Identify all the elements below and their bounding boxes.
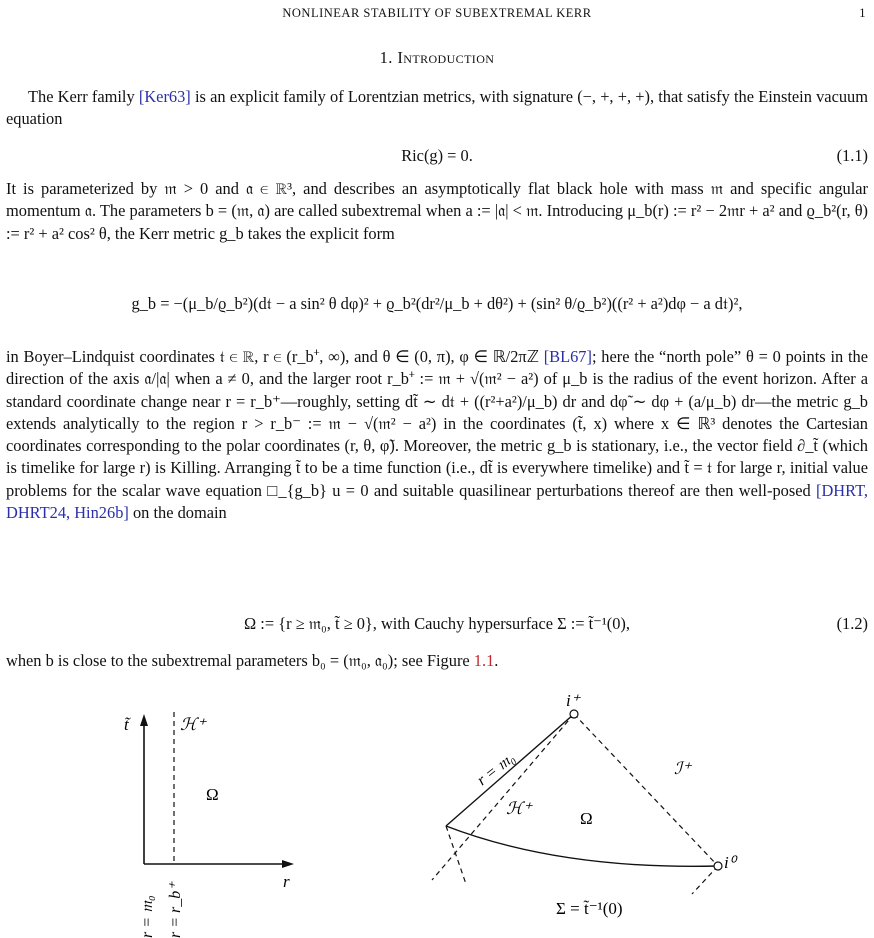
- equation-1-2-body: Ω := {r ≥ 𝔪₀, t̃ ≥ 0}, with Cauchy hypersurface Σ := t̃⁻¹(0),: [244, 614, 630, 633]
- paragraph-4-text-b: .: [494, 651, 499, 670]
- label-r-m0: r = 𝔪₀: [139, 895, 156, 938]
- sigma-curve: [446, 826, 718, 866]
- figure-right-panel: [432, 691, 738, 918]
- figure-reference[interactable]: 1.1: [473, 651, 495, 670]
- paragraph-1-text-a: The Kerr family: [28, 87, 139, 106]
- paragraph-2-text: It is parameterized by 𝔪 > 0 and 𝔞 ∈ ℝ³, and describes an asymptotically flat black hole with mass 𝔪 and specific angular momentum 𝔞. The parameters b = (𝔪, 𝔞) are called subextremal when a := |𝔞| < 𝔪. Introducing μ_b(r) := r² − 2𝔪r + a² and ϱ_b²(r, θ) := r² + a² cos² θ, the Kerr metric g_b takes the explicit form: [6, 179, 868, 243]
- citation-dhrt-group[interactable]: [DHRT, DHRT24, Hin26b]: [6, 480, 868, 523]
- equation-1-1-body: Ric(g) = 0.: [401, 146, 473, 165]
- running-head-title: NONLINEAR STABILITY OF SUBEXTREMAL KERR: [282, 6, 592, 20]
- paragraph-1: [6, 86, 868, 131]
- paragraph-3-text-b: ; here the “north pole” θ = 0 points in the direction of the axis 𝔞/|𝔞| when a ≠ 0, and the larger root r_b⁺ := 𝔪 + √(𝔪² − a²) of μ_b is the radius of the event horizon. After a standard coordinate change near r = r_b⁺—roughly, setting dt̃ ∼ d𝔱 + ((r²+a²)/μ_b) dr and dφ̃ ∼ dφ + (a/μ_b) dr—the metric g_b extends analytically to the region r > r_b⁻ := 𝔪 − √(𝔪² − a²) in the coordinates (t̃, x) where x ∈ ℝ³ denotes the Cartesian coordinates corresponding to the polar coordinates (r, θ, φ̃). Moreover, the metric g_b is stationary, i.e., the vector field ∂_t̃ (which is timelike for large r) is Killing. Arranging t̃ to be a time function (i.e., dt̃ is everywhere timelike) and t̃ = 𝔱 for large r, initial value problems for the scalar wave equation □_{g_b} u = 0 and suitable quasilinear perturbations thereof are then well-posed: [6, 347, 868, 500]
- page-number: 1: [859, 6, 866, 20]
- omega-label-left: Ω: [206, 785, 219, 804]
- section-heading: [0, 48, 874, 68]
- paragraph-3-text-c: on the domain: [128, 503, 227, 523]
- equation-1-1: [6, 146, 868, 174]
- citation-ker63[interactable]: [Ker63]: [138, 87, 191, 106]
- paragraph-1-text-b: is an explicit family of Lorentzian metrics, with signature (−, +, +, +), that satisfy the Einstein vacuum equation: [6, 87, 868, 129]
- sigma-label: Σ = t̃⁻¹(0): [556, 899, 623, 918]
- paragraph-4-text-a: when b is close to the subextremal parameters b₀ = (𝔪₀, 𝔞₀); see Figure: [6, 651, 474, 670]
- i-plus-label: i⁺: [566, 691, 580, 710]
- running-head: [0, 6, 874, 22]
- kerr-metric-equation: g_b = −(μ_b/ϱ_b²)(d𝔱 − a sin² θ dφ)² + ϱ_b²(dr²/μ_b + dθ²) + (sin² θ/ϱ_b²)((r² + a²)dφ − a d𝔱)²,: [131, 294, 743, 313]
- t-axis-label: t̃: [124, 715, 129, 734]
- figure-left-panel: [124, 712, 294, 938]
- figure-1-1: [0, 690, 874, 938]
- lower-left-dash: [446, 826, 466, 884]
- i-zero-label: i⁰: [724, 853, 736, 872]
- paragraph-3: [6, 346, 868, 524]
- paragraph-4: [6, 650, 868, 672]
- scri-plus-line: [574, 714, 718, 866]
- omega-label-right: Ω: [580, 809, 593, 828]
- equation-1-1-number: (1.1): [836, 146, 868, 165]
- r-axis-arrow-icon: [282, 860, 294, 868]
- horizon-label: ℋ⁺: [180, 715, 206, 734]
- t-axis-arrow-icon: [140, 714, 148, 726]
- paragraph-2: [6, 178, 868, 245]
- horizon-label-right: ℋ⁺: [506, 799, 532, 818]
- section-title: Introduction: [397, 48, 495, 67]
- equation-1-2: [6, 614, 868, 642]
- scri-label: ℐ⁺: [674, 759, 691, 778]
- citation-bl67[interactable]: [BL67]: [543, 347, 592, 366]
- section-number: 1.: [379, 48, 393, 67]
- boundary-label: r = 𝔪₀: [473, 749, 519, 790]
- r-axis-label: r: [283, 872, 290, 891]
- label-r-rb: r = r_b⁺: [167, 882, 184, 938]
- paragraph-3-text-a: in Boyer–Lindquist coordinates 𝔱 ∈ ℝ, r ∈ (r_b⁺, ∞), and θ ∈ (0, π), φ ∈ ℝ/2πℤ: [6, 347, 544, 366]
- i-zero-point: [714, 862, 722, 870]
- equation-1-2-number: (1.2): [836, 614, 868, 633]
- i-plus-point: [570, 710, 578, 718]
- scri-extension-line: [692, 866, 718, 894]
